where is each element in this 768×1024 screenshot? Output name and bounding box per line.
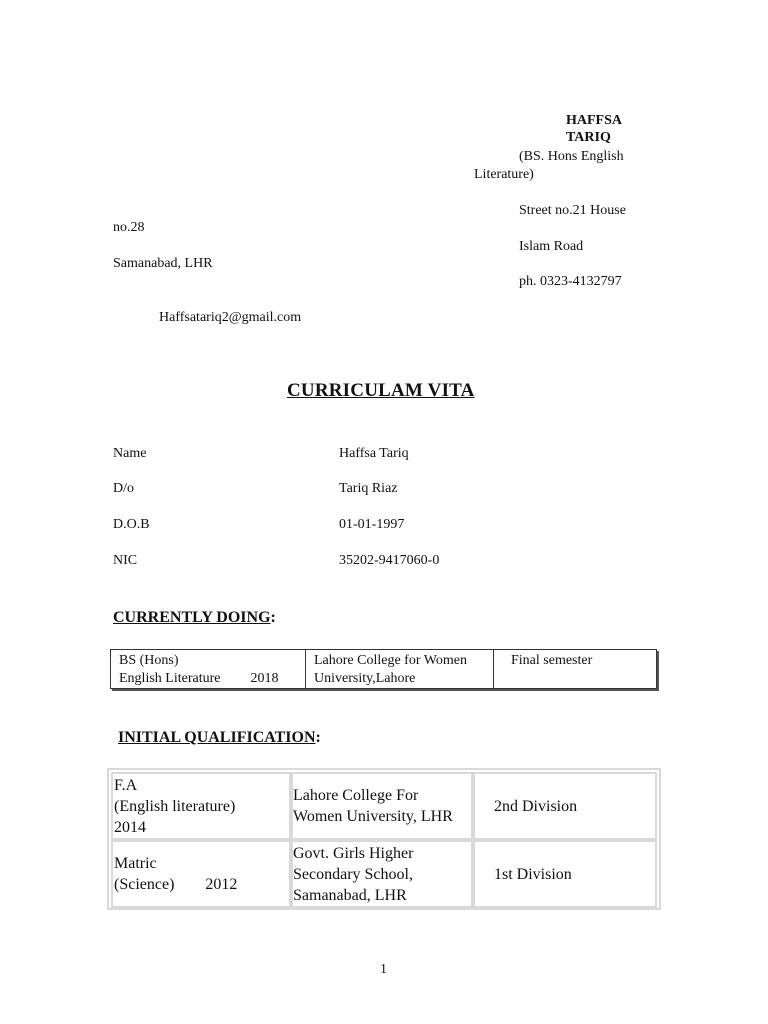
- currently-doing-heading-text: CURRENTLY DOING: [113, 609, 271, 626]
- currently-doing-heading: [113, 609, 276, 627]
- address-line-1: Street no.21 House: [519, 203, 626, 218]
- phone: ph. 0323-4132797: [519, 274, 622, 289]
- initial-qualification-table: [107, 768, 661, 910]
- qualification-fa-line-1: F.A: [114, 776, 138, 794]
- name-line-2: TARIQ: [566, 130, 611, 145]
- institution-matric-line-1: Govt. Girls Higher: [293, 844, 414, 862]
- qualification-matric-line-1: Matric: [114, 855, 157, 872]
- result-matric: 1st Division: [494, 865, 572, 883]
- personal-value-dob: 01-01-1997: [339, 517, 405, 532]
- qualification-fa-line-2: (English literature): [114, 797, 236, 815]
- initial-qualification-heading: [118, 729, 321, 747]
- current-program-name: English Literature: [119, 671, 221, 686]
- institution-fa-line-2: Women University, LHR: [293, 808, 453, 825]
- current-institution-line-2: University,Lahore: [314, 671, 416, 686]
- current-institution-cell: [306, 650, 494, 688]
- currently-doing-heading-colon: :: [270, 609, 276, 626]
- current-institution-line-1: Lahore College for Women: [314, 653, 467, 668]
- personal-label-name: Name: [113, 446, 147, 461]
- institution-matric-line-2: Secondary School,: [293, 865, 413, 883]
- name-line-1: HAFFSA: [566, 113, 622, 128]
- institution-cell-fa: [291, 772, 473, 840]
- page-title: CURRICULAM VITA: [287, 380, 475, 401]
- current-status: Final semester: [511, 653, 593, 668]
- initial-qualification-heading-colon: :: [315, 729, 321, 746]
- personal-value-parent: Tariq Riaz: [339, 481, 398, 496]
- qualification-fa-line-3: 2014: [114, 818, 146, 836]
- current-program-cell: [111, 650, 306, 688]
- degree-line-1: (BS. Hons English: [519, 149, 624, 164]
- personal-label-dob: D.O.B: [113, 517, 150, 532]
- current-program-line-1: BS (Hons): [119, 653, 179, 668]
- email: Haffsatariq2@gmail.com: [159, 310, 302, 325]
- personal-label-nic: NIC: [113, 553, 138, 568]
- page-number: 1: [380, 962, 387, 977]
- institution-fa-line-1: Lahore College For: [293, 787, 419, 804]
- initial-qualification-heading-text: INITIAL QUALIFICATION: [118, 729, 316, 746]
- qualification-cell-fa: [111, 772, 291, 840]
- institution-matric-line-3: Samanabad, LHR: [293, 886, 407, 904]
- personal-value-nic: 35202-9417060-0: [339, 553, 440, 568]
- institution-cell-matric: [291, 840, 473, 908]
- address-line-2: no.28: [113, 220, 145, 235]
- result-fa: 2nd Division: [494, 797, 578, 815]
- address-line-4: Samanabad, LHR: [113, 256, 213, 271]
- qualification-matric-line-2: [114, 874, 237, 895]
- current-status-cell: [494, 650, 656, 688]
- personal-label-parent: D/o: [113, 481, 134, 496]
- qualification-cell-matric: [111, 840, 291, 908]
- address-line-3: Islam Road: [519, 239, 584, 254]
- currently-doing-table: [110, 649, 657, 689]
- result-cell-matric: [473, 840, 657, 908]
- degree-line-2: Literature): [474, 167, 534, 182]
- personal-value-name: Haffsa Tariq: [339, 446, 409, 461]
- qualification-matric-stream: (Science): [114, 876, 175, 893]
- qualification-matric-year: 2012: [205, 876, 238, 893]
- current-program-line-2: [119, 670, 305, 688]
- current-program-year: 2018: [250, 671, 279, 686]
- result-cell-fa: [473, 772, 657, 840]
